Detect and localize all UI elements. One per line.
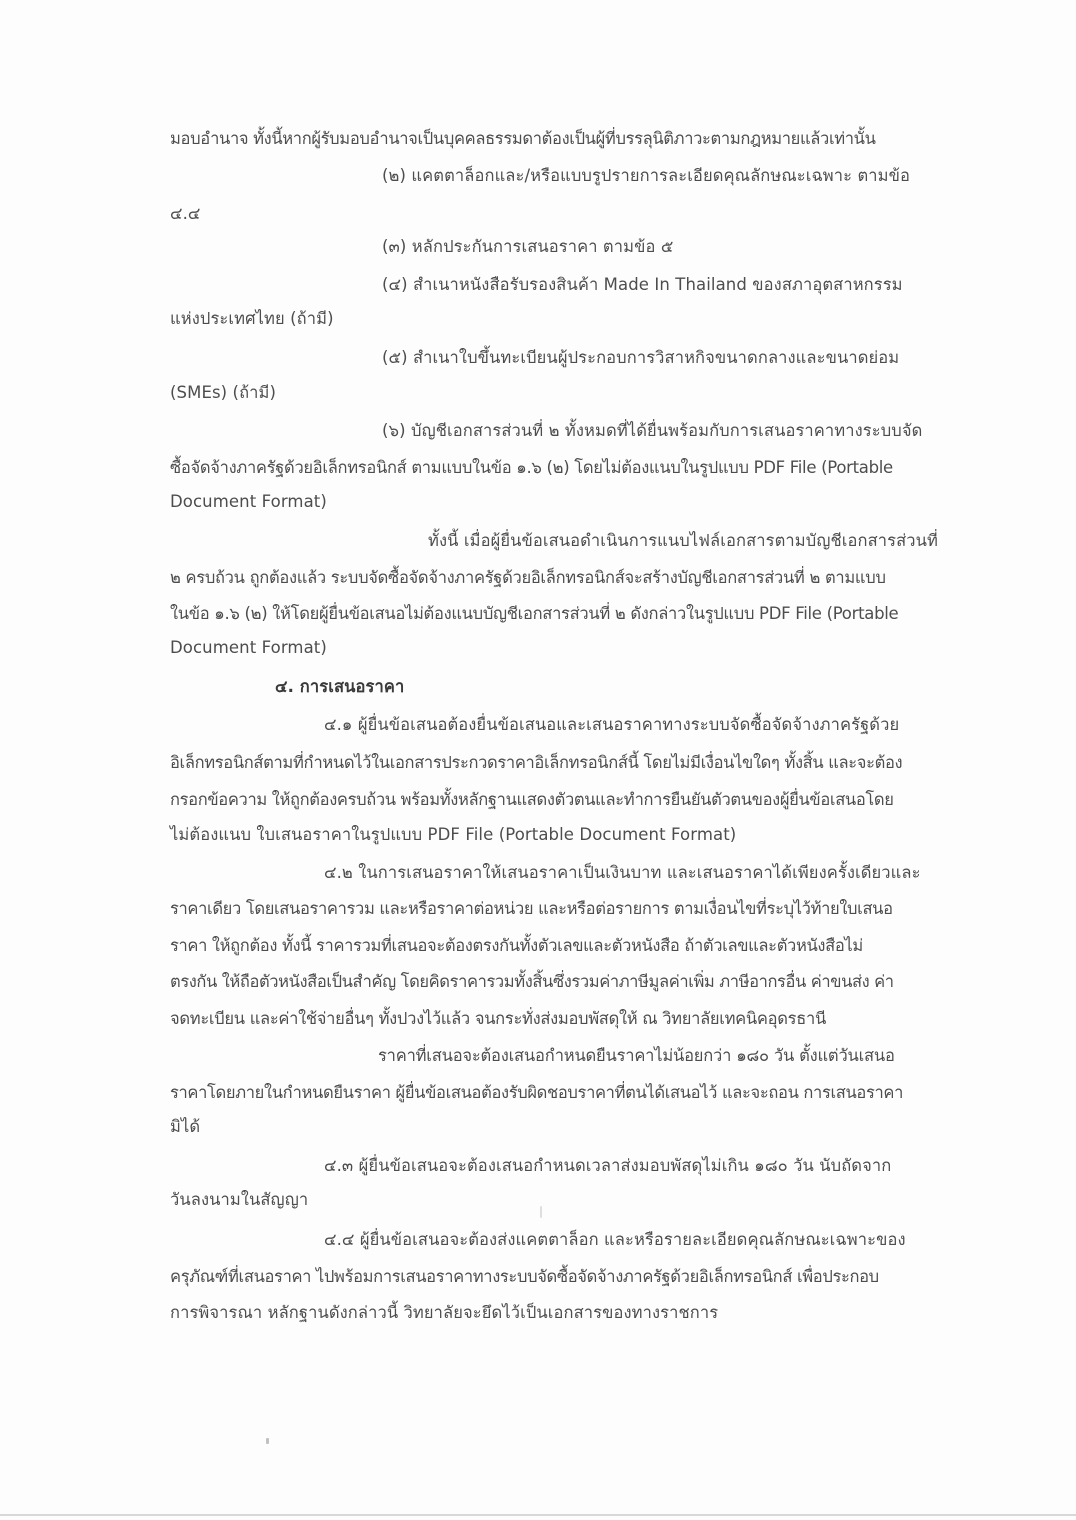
document-line: ราคาโดยภายในกำหนดยืนราคา ผู้ยื่นข้อเสนอต้องรับผิดชอบราคาที่ตนได้เสนอไว้ และจะถอน การเสนอราคา	[170, 1083, 903, 1102]
document-line: ๔.๔	[170, 204, 201, 223]
document-line: วันลงนามในสัญญา	[170, 1190, 309, 1209]
document-line: จดทะเบียน และค่าใช้จ่ายอื่นๆ ทั้งปวงไว้แล้ว จนกระทั่งส่งมอบพัสดุให้ ณ วิทยาลัยเทคนิคอุดรธานี	[170, 1009, 826, 1028]
document-line: ในข้อ ๑.๖ (๒) ให้โดยผู้ยื่นข้อเสนอไม่ต้องแนบบัญชีเอกสารส่วนที่ ๒ ดังกล่าวในรูปแบบ PDF File (Portable	[170, 604, 899, 623]
document-line: มอบอำนาจ ทั้งนี้หากผู้รับมอบอำนาจเป็นบุคคลธรรมดาต้องเป็นผู้ที่บรรลุนิติภาวะตามกฎหมายแล้วเท่านั้น	[170, 129, 876, 148]
document-line: ราคาที่เสนอจะต้องเสนอกำหนดยืนราคาไม่น้อยกว่า ๑๘๐ วัน ตั้งแต่วันเสนอ	[378, 1046, 895, 1065]
document-line: มิได้	[170, 1117, 201, 1136]
document-line: (๕) สำเนาใบขึ้นทะเบียนผู้ประกอบการวิสาหกิจขนาดกลางและขนาดย่อม	[382, 348, 900, 367]
document-line: ๔.๓ ผู้ยื่นข้อเสนอจะต้องเสนอกำหนดเวลาส่งมอบพัสดุไม่เกิน ๑๘๐ วัน นับถัดจาก	[324, 1156, 892, 1175]
document-line: (๔) สำเนาหนังสือรับรองสินค้า Made In Thailand ของสภาอุตสาหกรรม	[382, 275, 903, 294]
document-line: การพิจารณา หลักฐานดังกล่าวนี้ วิทยาลัยจะยึดไว้เป็นเอกสารของทางราชการ	[170, 1303, 719, 1322]
document-line: ราคา ให้ถูกต้อง ทั้งนี้ ราคารวมที่เสนอจะต้องตรงกันทั้งตัวเลขและตัวหนังสือ ถ้าตัวเลขและตัวหนังสือไม่	[170, 936, 863, 955]
document-line: ซื้อจัดจ้างภาครัฐด้วยอิเล็กทรอนิกส์ ตามแบบในข้อ ๑.๖ (๒) โดยไม่ต้องแนบในรูปแบบ PDF File (Portable	[170, 458, 893, 477]
document-line: Document Format)	[170, 492, 327, 511]
document-line: ทั้งนี้ เมื่อผู้ยื่นข้อเสนอดำเนินการแนบไฟล์เอกสารตามบัญชีเอกสารส่วนที่	[428, 531, 939, 550]
document-line: ไม่ต้องแนบ ใบเสนอราคาในรูปแบบ PDF File (Portable Document Format)	[170, 825, 737, 844]
document-line: ราคาเดียว โดยเสนอราคารวม และหรือราคาต่อหน่วย และหรือต่อรายการ ตามเงื่อนไขที่ระบุไว้ท้ายใบเสนอ	[170, 899, 893, 918]
document-line: แห่งประเทศไทย (ถ้ามี)	[170, 309, 334, 328]
document-line: กรอกข้อความ ให้ถูกต้องครบถ้วน พร้อมทั้งหลักฐานแสดงตัวตนและทำการยืนยันตัวตนของผู้ยื่นข้อเสนอโดย	[170, 790, 894, 809]
document-line: (SMEs) (ถ้ามี)	[170, 383, 277, 402]
scan-speck	[540, 1206, 542, 1218]
document-line: (๒) แคตตาล็อกและ/หรือแบบรูปรายการละเอียดคุณลักษณะเฉพาะ ตามข้อ	[382, 166, 910, 185]
document-line: (๓) หลักประกันการเสนอราคา ตามข้อ ๕	[382, 237, 674, 256]
page-bottom-edge	[0, 1514, 1076, 1516]
scan-speck	[266, 1438, 269, 1444]
section-heading: ๔. การเสนอราคา	[275, 677, 405, 696]
document-line: ๔.๔ ผู้ยื่นข้อเสนอจะต้องส่งแคตตาล็อก และหรือรายละเอียดคุณลักษณะเฉพาะของ	[324, 1230, 906, 1249]
document-line: ๔.๑ ผู้ยื่นข้อเสนอต้องยื่นข้อเสนอและเสนอราคาทางระบบจัดซื้อจัดจ้างภาครัฐด้วย	[324, 715, 900, 734]
document-line: Document Format)	[170, 638, 327, 657]
document-line: ครุภัณฑ์ที่เสนอราคา ไปพร้อมการเสนอราคาทางระบบจัดซื้อจัดจ้างภาครัฐด้วยอิเล็กทรอนิกส์ เพื่อประกอบ	[170, 1267, 879, 1286]
document-line: ตรงกัน ให้ถือตัวหนังสือเป็นสำคัญ โดยคิดราคารวมทั้งสิ้นซึ่งรวมค่าภาษีมูลค่าเพิ่ม ภาษีอากรอื่น ค่าขนส่ง ค่า	[170, 972, 894, 991]
document-line: ๒ ครบถ้วน ถูกต้องแล้ว ระบบจัดซื้อจัดจ้างภาครัฐด้วยอิเล็กทรอนิกส์จะสร้างบัญชีเอกสารส่วนที่ ๒ ตามแบบ	[170, 568, 886, 587]
document-line: อิเล็กทรอนิกส์ตามที่กำหนดไว้ในเอกสารประกวดราคาอิเล็กทรอนิกส์นี้ โดยไม่มีเงื่อนไขใดๆ ทั้งสิ้น และจะต้อง	[170, 753, 903, 772]
document-line: (๖) บัญชีเอกสารส่วนที่ ๒ ทั้งหมดที่ได้ยื่นพร้อมกับการเสนอราคาทางระบบจัด	[382, 421, 923, 440]
document-line: ๔.๒ ในการเสนอราคาให้เสนอราคาเป็นเงินบาท และเสนอราคาได้เพียงครั้งเดียวและ	[324, 863, 921, 882]
